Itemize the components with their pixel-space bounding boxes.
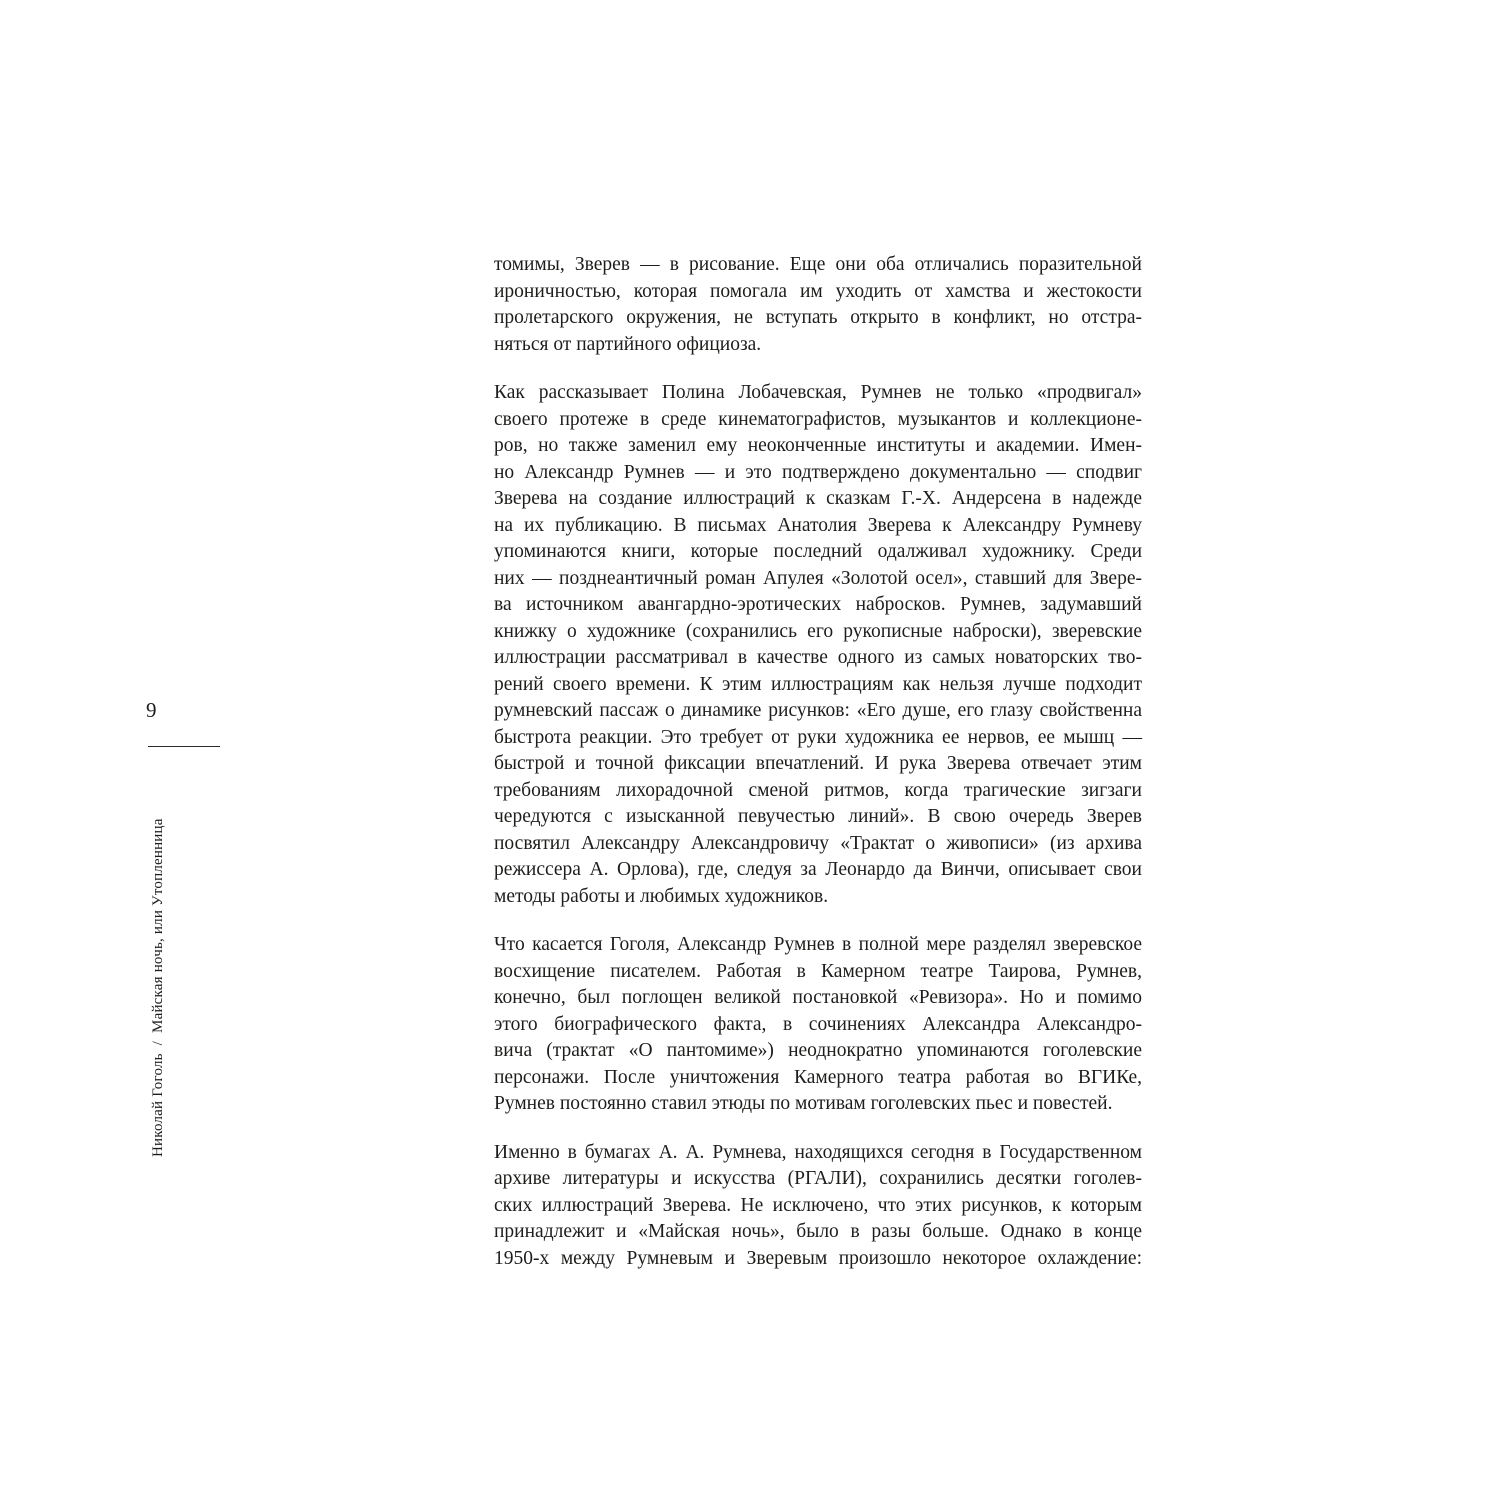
text-line: упоминаются книги, которые последний одалживал художнику. Среди [494, 541, 1142, 562]
text-line: Именно в бумагах А. А. Румнева, находящихся сегодня в Государственном [494, 1141, 1142, 1163]
page-number: 9 [146, 698, 157, 722]
margin-rule [148, 746, 220, 747]
text-line: но Александр Румнев — и это подтверждено документально — сподвиг [494, 461, 1142, 483]
running-head [150, 818, 167, 1157]
text-line: ров, но также заменил ему неоконченные институты и академии. Имен- [494, 435, 1142, 456]
text-line: 1950-х между Румневым и Зверевым произошло некоторое охлаждение: [494, 1247, 1142, 1269]
text-line: ва источником авангардно-эротических набросков. Румнев, задумавший [494, 594, 1142, 615]
text-line: Румнев постоянно ставил этюды по мотивам гоголевских пьес и повестей. [494, 1093, 1113, 1114]
text-line: методы работы и любимых художников. [494, 885, 829, 907]
text-line: ироничностью, которая помогала им уходить от хамства и жестокости [494, 280, 1142, 302]
text-line: румневский пассаж о динамике рисунков: «Его душе, его глазу свойственна [494, 700, 1142, 721]
text-line: рений своего времени. К этим иллюстрациям как нельзя лучше подходит [494, 673, 1142, 695]
text-line: требованиям лихорадочной сменой ритмов, когда трагические зигзаги [494, 779, 1142, 801]
text-line: персонажи. После уничтожения Камерного театра работая во ВГИКе, [494, 1066, 1142, 1088]
text-line: восхищение писателем. Работая в Камерном театре Таирова, Румнев, [494, 960, 1142, 982]
text-line: принадлежит и «Майская ночь», было в разы больше. Однако в конце [494, 1221, 1142, 1242]
text-line: томимы, Зверев — в рисование. Еще они оба отличались поразительной [494, 254, 1142, 275]
text-line: конечно, был поглощен великой постановкой «Ревизора». Но и помимо [494, 987, 1142, 1008]
text-line: быстрота реакции. Это требует от руки художника ее нервов, ее мышц — [494, 726, 1142, 748]
text-line: быстрой и точной фиксации впечатлений. И рука Зверева отвечает этим [494, 753, 1142, 774]
running-head-author: Николай Гоголь [150, 1053, 166, 1157]
body-text [494, 252, 1142, 1294]
paragraph [494, 252, 1142, 358]
text-line: чередуются с изысканной певучестью линий». В свою очередь Зверев [494, 806, 1142, 827]
text-line: ских иллюстраций Зверева. Не исключено, что этих рисунков, к которым [494, 1194, 1142, 1216]
text-line: архиве литературы и искусства (РГАЛИ), сохранились десятки гоголев- [494, 1168, 1142, 1189]
text-line: няться от партийного официоза. [494, 333, 762, 355]
text-line: пролетарского окружения, не вступать открыто в конфликт, но отстра- [494, 307, 1142, 328]
text-line: иллюстрации рассматривал в качестве одного из самых новаторских тво- [494, 647, 1142, 668]
text-line: режиссера А. Орлова), где, следуя за Леонардо да Винчи, описывает свои [494, 859, 1142, 880]
text-line: этого биографического факта, в сочинениях Александра Александро- [494, 1013, 1142, 1035]
running-head-separator: / [150, 1040, 166, 1046]
text-line: своего протеже в среде кинематографистов, музыкантов и коллекционе- [494, 408, 1142, 430]
text-line: них — позднеантичный роман Апулея «Золотой осел», ставший для Звере- [494, 567, 1142, 589]
text-line: книжку о художнике (сохранились его рукописные наброски), зверевские [494, 620, 1142, 642]
text-line: Как рассказывает Полина Лобачевская, Румнев не только «продвигал» [494, 382, 1142, 403]
text-line: посвятил Александру Александровичу «Трактат о живописи» (из архива [494, 832, 1142, 854]
running-head-title: Майская ночь, или Утопленница [150, 818, 166, 1033]
text-line: на их публикацию. В письмах Анатолия Зверева к Александру Румневу [494, 514, 1142, 536]
text-line: Зверева на создание иллюстраций к сказкам Г.-Х. Андерсена в надежде [494, 488, 1142, 509]
paragraph [494, 932, 1142, 1118]
paragraph [494, 1140, 1142, 1273]
text-line: Что касается Гоголя, Александр Румнев в полной мере разделял зверевское [494, 934, 1142, 955]
paragraph [494, 380, 1142, 910]
text-line: вича (трактат «О пантомиме») неоднократно упоминаются гоголевские [494, 1040, 1142, 1061]
